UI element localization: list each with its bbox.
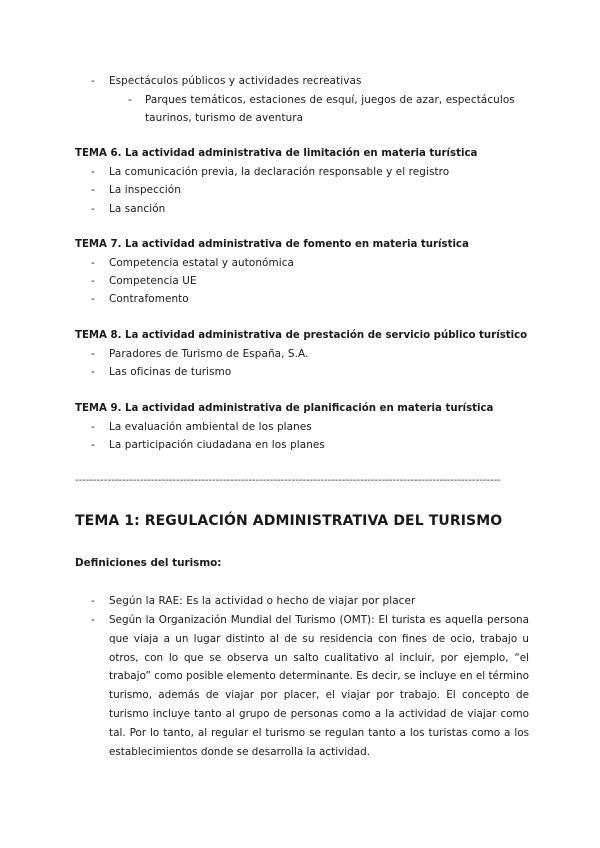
bullet-dash: - — [91, 166, 95, 178]
list-item: Contrafomento — [109, 293, 189, 305]
bullet-dash: - — [91, 595, 95, 607]
sub-list-item-continued: taurinos, turismo de aventura — [145, 112, 304, 124]
bullet-dash: - — [91, 257, 95, 269]
list-item: Espectáculos públicos y actividades recreativas — [109, 75, 362, 87]
dashed-separator: ---------------------------------------------------------------------------------------------------------------------- — [75, 475, 501, 486]
tema6-heading: TEMA 6. La actividad administrativa de limitación en materia turística — [75, 148, 478, 159]
list-item: La evaluación ambiental de los planes — [109, 421, 312, 433]
list-item: Las oficinas de turismo — [109, 366, 232, 378]
list-item: La sanción — [109, 203, 166, 215]
list-item: Competencia estatal y autonómica — [109, 257, 294, 269]
bullet-dash: - — [91, 348, 95, 360]
bullet-dash: - — [91, 293, 95, 305]
definition-paragraph: Según la Organización Mundial del Turismo (OMT): El turista es aquella persona que viaja a un lugar distinto al de su residencia con fines de ocio, trabajo u otros, con lo que se observa un salto cualitativo al incluir, por ejemplo, “el trabajo” como posible elemento determinante. Es decir, se incluye en el término turismo, además de viajar por placer, el viajar por trabajo. El concepto de turismo incluye tanto al grupo de personas como a la actividad de viajar como tal. Por lo tanto, al regular el turismo se regulan tanto a los turistas como a los establecimientos donde se desarrolla la actividad. — [109, 614, 529, 758]
bullet-dash: - — [91, 184, 95, 196]
definition-item: Según la RAE: Es la actividad o hecho de viajar por placer — [109, 595, 416, 607]
bullet-dash: - — [91, 614, 95, 626]
section-title: TEMA 1: REGULACIÓN ADMINISTRATIVA DEL TURISMO — [75, 513, 503, 529]
list-item: La participación ciudadana en los planes — [109, 439, 325, 451]
bullet-dash: - — [91, 203, 95, 215]
bullet-dash: - — [91, 75, 95, 87]
tema9-heading: TEMA 9. La actividad administrativa de planificación en materia turística — [75, 403, 494, 414]
list-item: La comunicación previa, la declaración responsable y el registro — [109, 166, 450, 178]
list-item: La inspección — [109, 184, 181, 196]
bullet-dash: - — [128, 94, 132, 106]
list-item: Paradores de Turismo de España, S.A. — [109, 348, 309, 360]
bullet-dash: - — [91, 439, 95, 451]
bullet-dash: - — [91, 366, 95, 378]
bullet-dash: - — [91, 421, 95, 433]
sub-list-item: Parques temáticos, estaciones de esquí, juegos de azar, espectáculos — [145, 94, 515, 106]
bullet-dash: - — [91, 275, 95, 287]
tema8-heading: TEMA 8. La actividad administrativa de prestación de servicio público turístico — [75, 330, 528, 341]
list-item: Competencia UE — [109, 275, 197, 287]
tema7-heading: TEMA 7. La actividad administrativa de fomento en materia turística — [75, 239, 469, 250]
section-subtitle: Definiciones del turismo: — [75, 557, 222, 569]
